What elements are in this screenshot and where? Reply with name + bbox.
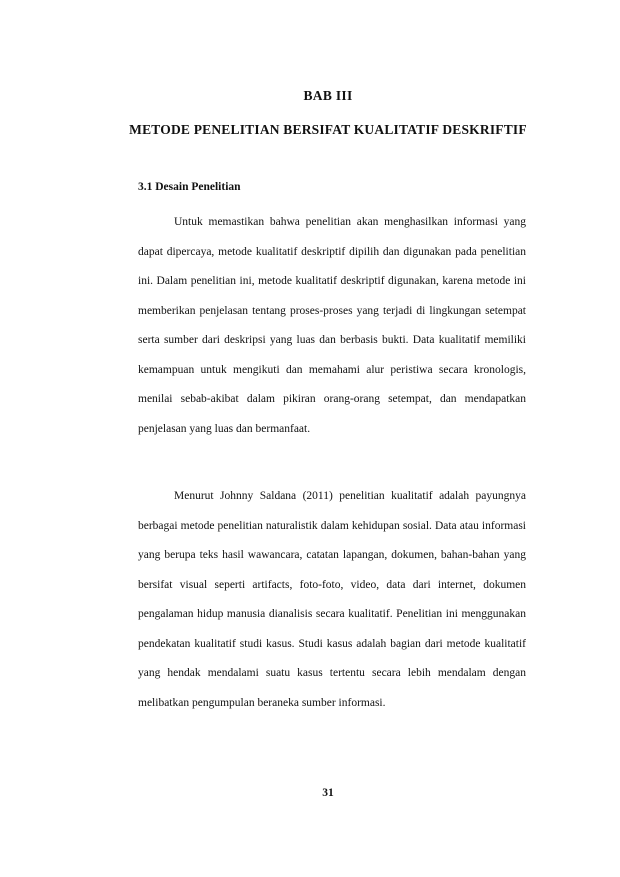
body-paragraph-1: Untuk memastikan bahwa penelitian akan menghasilkan informasi yang dapat dipercaya, metode kualitatif deskriptif dipilih dan digunakan pada penelitian ini. Dalam penelitian ini, metode kualitatif deskriptif digunakan, karena metode ini memberikan penjelasan tentang proses-proses yang terjadi di lingkungan setempat serta sumber dari deskripsi yang luas dan berbasis bukti. Data kualitatif memiliki kemampuan untuk mengikuti dan memahami alur peristiwa secara kronologis, menilai sebab-akibat dalam pikiran orang-orang setempat, dan mendapatkan penjelasan yang luas dan bermanfaat. [138, 216, 526, 435]
body-paragraph-2: Menurut Johnny Saldana (2011) penelitian kualitatif adalah payungnya berbagai metode penelitian naturalistik dalam kehidupan sosial. Data atau informasi yang berupa teks hasil wawancara, catatan lapangan, dokumen, bahan-bahan yang bersifat visual seperti artifacts, foto-foto, video, data dari internet, dokumen pengalaman hidup manusia dianalisis secara kualitatif. Penelitian ini menggunakan pendekatan kualitatif studi kasus. Studi kasus adalah bagian dari metode kualitatif yang hendak mendalami suatu kasus tertentu secara lebih mendalam dengan melibatkan pengumpulan beraneka sumber informasi. [138, 490, 526, 709]
page-number: 31 [322, 787, 334, 799]
section-heading: 3.1 Desain Penelitian [138, 181, 241, 193]
chapter-heading: BAB III [303, 88, 353, 103]
chapter-title: METODE PENELITIAN BERSIFAT KUALITATIF DESKRIFTIF [129, 122, 527, 137]
